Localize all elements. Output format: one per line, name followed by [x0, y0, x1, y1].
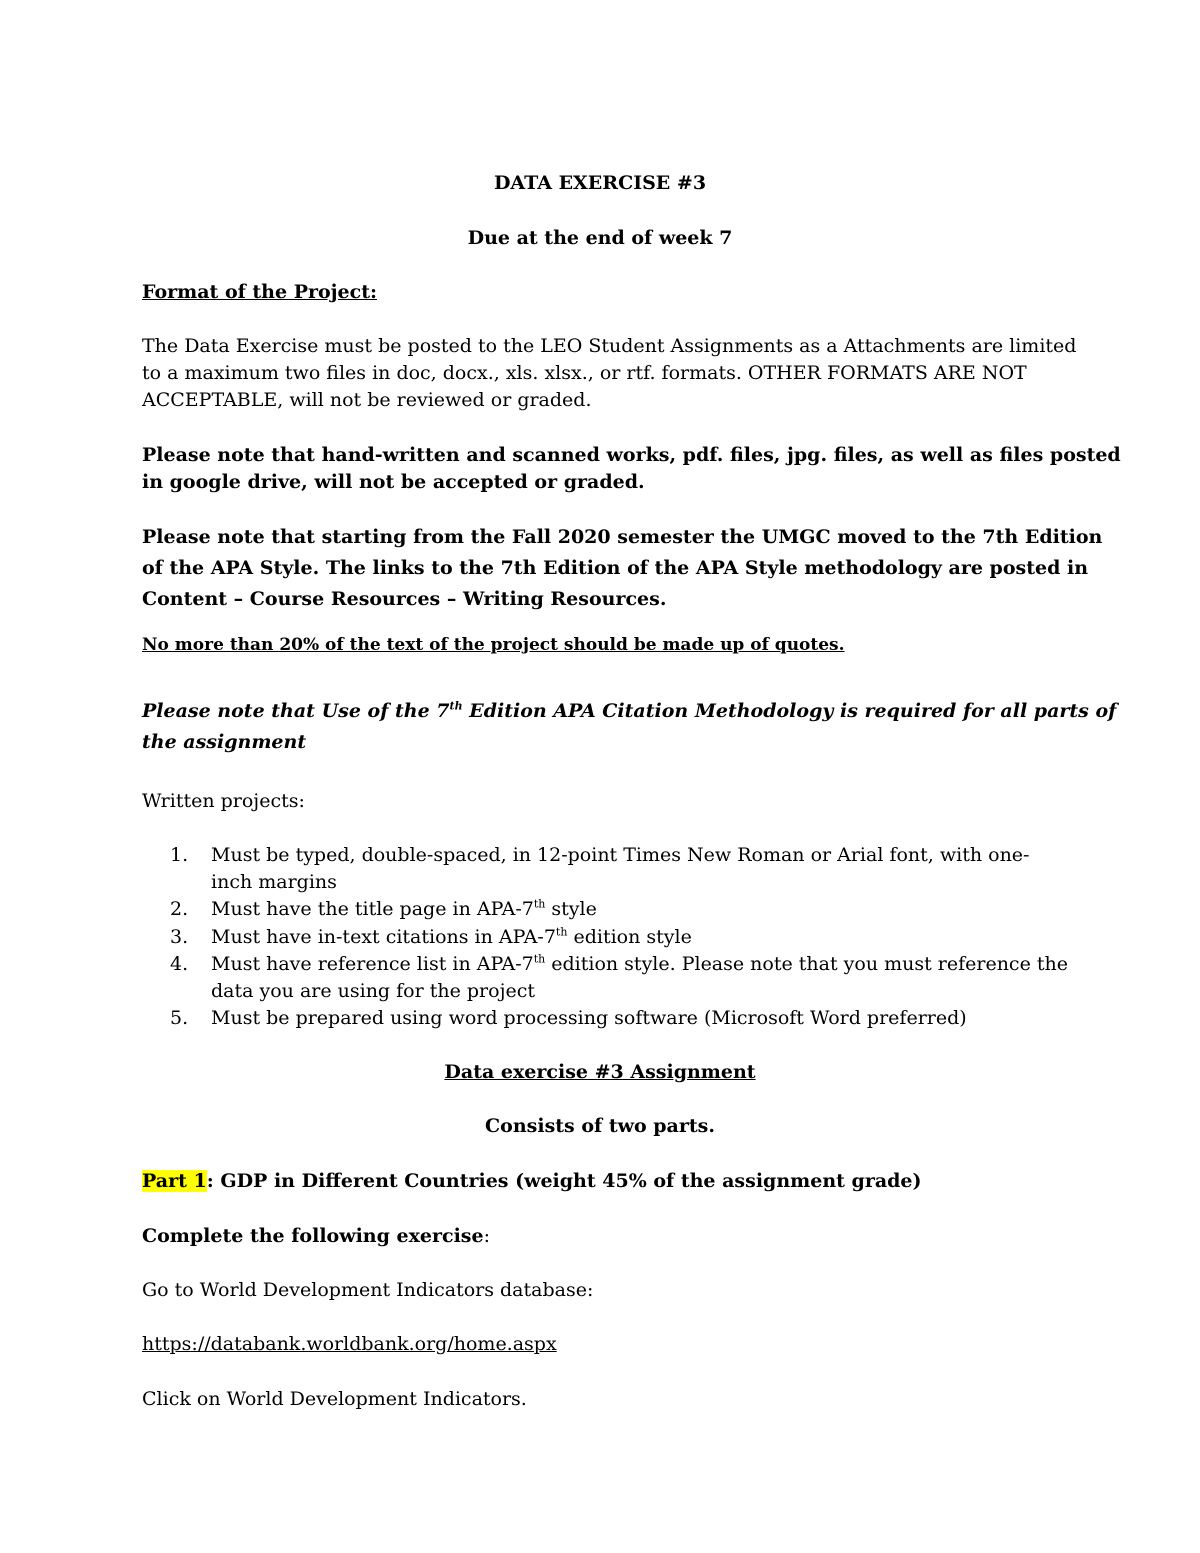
apa-note-part2: Edition APA Citation Methodology is required for all parts of — [462, 700, 1117, 722]
req-3-pre: Must have in-text citations in APA-7 — [211, 926, 556, 948]
req-4-number: 4. — [170, 953, 189, 975]
click-line: Click on World Development Indicators. — [142, 1388, 527, 1410]
note2-line-1: Please note that starting from the Fall 2020 semester the UMGC moved to the 7th Edition — [142, 526, 1103, 548]
complete-colon: : — [483, 1225, 490, 1247]
req-5-line-1: Must be prepared using word processing software (Microsoft Word preferred) — [211, 1007, 967, 1029]
req-4-pre: Must have reference list in APA-7 — [211, 953, 534, 975]
part1-colon: : — [206, 1170, 214, 1192]
apa-note-part1: Please note that Use of the 7 — [142, 700, 450, 722]
note1-line-1: Please note that hand-written and scanned works, pdf. files, jpg. files, as well as files posted — [142, 444, 1121, 466]
req-2-text — [211, 896, 597, 923]
req-3-sup: th — [555, 925, 568, 939]
req-2-pre: Must have the title page in APA-7 — [211, 898, 534, 920]
req-3-post: edition style — [567, 926, 692, 948]
req-4-line-2: data you are using for the project — [211, 980, 535, 1002]
req-4-sup: th — [533, 952, 546, 966]
req-1-line-2: inch margins — [211, 871, 337, 893]
req-2-number: 2. — [170, 898, 189, 920]
req-4-text — [211, 951, 1068, 978]
req-1-line-1: Must be typed, double-spaced, in 12-point Times New Roman or Arial font, with one- — [211, 844, 1030, 866]
req-4-post: edition style. Please note that you must reference the — [545, 953, 1068, 975]
apa-note-line-1 — [142, 698, 1116, 725]
part1-label-highlight: Part 1 — [142, 1170, 207, 1192]
consists-line: Consists of two parts. — [485, 1115, 715, 1137]
format-heading: Format of the Project: — [142, 281, 377, 303]
written-projects-label: Written projects: — [142, 790, 305, 812]
complete-line — [142, 1223, 490, 1250]
apa-note-sup: th — [449, 699, 463, 713]
format-para-line-1: The Data Exercise must be posted to the LEO Student Assignments as a Attachments are limited — [142, 335, 1077, 357]
req-2-post: style — [545, 898, 597, 920]
note2-line-3: Content – Course Resources – Writing Resources. — [142, 588, 667, 610]
format-para-line-2: to a maximum two files in doc, docx., xls. xlsx., or rtf. formats. OTHER FORMATS ARE NOT — [142, 362, 1027, 384]
part1-line — [142, 1168, 922, 1195]
complete-bold: Complete the following exercise — [142, 1225, 484, 1247]
document-title: DATA EXERCISE #3 — [493, 172, 707, 194]
req-2-sup: th — [533, 897, 546, 911]
worldbank-link[interactable]: https://databank.worldbank.org/home.aspx — [142, 1333, 557, 1355]
goto-line: Go to World Development Indicators database: — [142, 1279, 594, 1301]
quotes-note: No more than 20% of the text of the project should be made up of quotes. — [142, 635, 845, 655]
req-3-number: 3. — [170, 926, 189, 948]
worldbank-link-line — [142, 1331, 557, 1358]
req-1-number: 1. — [170, 844, 189, 866]
assignment-heading: Data exercise #3 Assignment — [444, 1061, 756, 1083]
apa-note-line-2: the assignment — [142, 731, 307, 753]
req-3-text — [211, 924, 692, 951]
req-5-number: 5. — [170, 1007, 189, 1029]
format-para-line-3: ACCEPTABLE, will not be reviewed or graded. — [142, 389, 592, 411]
note1-line-2: in google drive, will not be accepted or graded. — [142, 471, 645, 493]
note2-line-2: of the APA Style. The links to the 7th Edition of the APA Style methodology are posted in — [142, 557, 1089, 579]
due-date: Due at the end of week 7 — [467, 227, 733, 249]
part1-text: GDP in Different Countries (weight 45% of the assignment grade) — [213, 1170, 922, 1192]
